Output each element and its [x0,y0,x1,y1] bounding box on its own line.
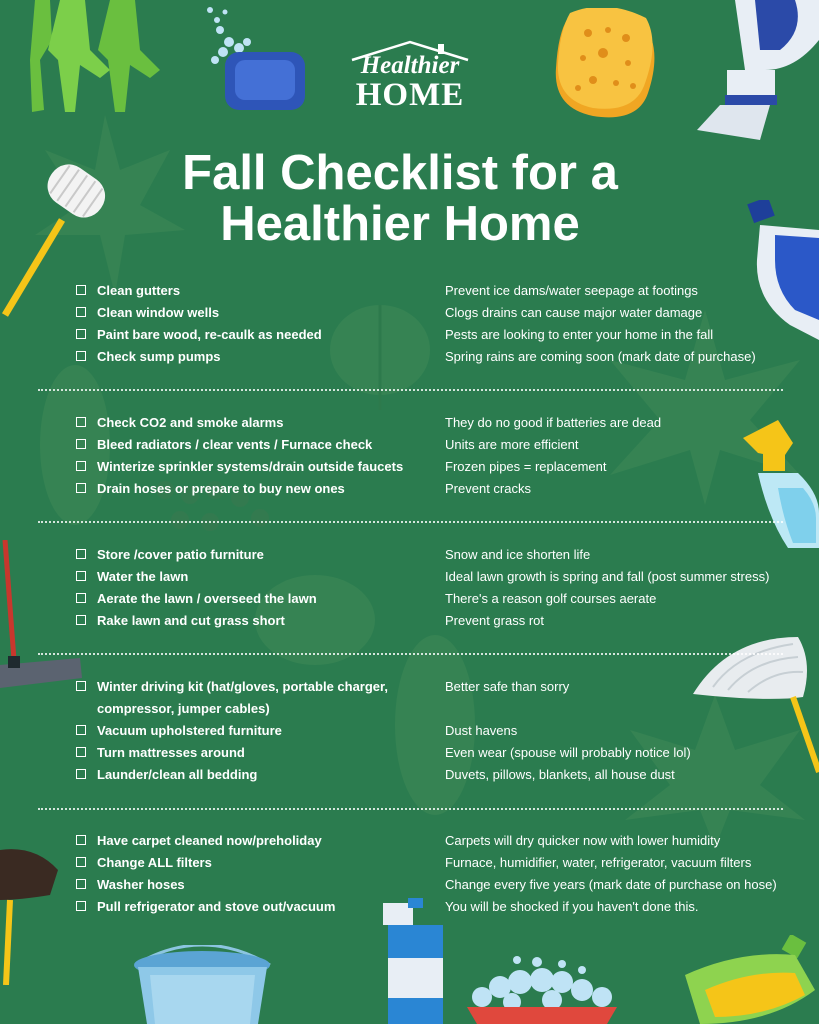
checklist-row [0,434,819,456]
checklist-row [0,830,819,852]
task-label: Water the lawn [97,569,189,584]
checkbox[interactable] [76,351,86,361]
title-line-2: Healthier Home [220,197,580,251]
checkbox[interactable] [76,439,86,449]
checkbox[interactable] [76,725,86,735]
checklist-row [0,566,819,588]
task-label-continued: compressor, jumper cables) [97,701,270,716]
checklist-row [0,742,819,764]
task-label: Rake lawn and cut grass short [97,613,285,628]
checkbox[interactable] [76,417,86,427]
task-note: Frozen pipes = replacement [445,459,607,474]
checkbox[interactable] [76,835,86,845]
task-label: Winterize sprinkler systems/drain outside faucets [97,459,404,474]
task-label: Launder/clean all bedding [97,767,258,782]
foam-bowl-icon [462,952,622,1024]
checkbox[interactable] [76,593,86,603]
task-label: Change ALL filters [97,855,212,870]
page-title [100,148,700,250]
task-note: There's a reason golf courses aerate [445,591,657,606]
checklist-row [0,720,819,742]
task-note: Units are more efficient [445,437,579,452]
task-note: Prevent grass rot [445,613,544,628]
task-note: Even wear (spouse will probably notice lol) [445,745,691,760]
task-note: Snow and ice shorten life [445,547,591,562]
checklist-row [0,412,819,434]
section-divider [38,808,783,810]
checklist-row [0,874,819,896]
task-label: Washer hoses [97,877,185,892]
task-note: Prevent cracks [445,481,531,496]
section-divider [38,521,783,523]
task-note: Prevent ice dams/water seepage at footings [445,283,698,298]
checkbox[interactable] [76,307,86,317]
task-note: Ideal lawn growth is spring and fall (post summer stress) [445,569,770,584]
title-line-1: Fall Checklist for a [182,146,618,200]
checklist-row [0,346,819,368]
task-note: Furnace, humidifier, water, refrigerator, vacuum filters [445,855,752,870]
task-note: They do no good if batteries are dead [445,415,662,430]
task-note: Better safe than sorry [445,679,570,694]
rubber-gloves-icon [30,0,165,118]
checklist-row [0,610,819,632]
task-label: Check sump pumps [97,349,221,364]
checklist-row [0,456,819,478]
checkbox[interactable] [76,549,86,559]
task-note: Clogs drains can cause major water damage [445,305,703,320]
checkbox[interactable] [76,329,86,339]
checkbox[interactable] [76,901,86,911]
task-label: Clean gutters [97,283,181,298]
brand-logo [340,40,480,113]
task-note: Pests are looking to enter your home in the fall [445,327,714,342]
task-label: Check CO2 and smoke alarms [97,415,284,430]
task-label: Pull refrigerator and stove out/vacuum [97,899,336,914]
checklist-row [0,302,819,324]
task-label: Vacuum upholstered furniture [97,723,282,738]
task-note: You will be shocked if you haven't done this. [445,899,699,914]
sponge-icon [548,8,660,123]
task-label: Paint bare wood, re-caulk as needed [97,327,322,342]
checklist-row [0,764,819,786]
task-label: Turn mattresses around [97,745,245,760]
checklist-row [0,478,819,500]
task-label: Aerate the lawn / overseed the lawn [97,591,317,606]
checkbox[interactable] [76,857,86,867]
checklist-row [0,544,819,566]
task-note: Dust havens [445,723,518,738]
task-label: Drain hoses or prepare to buy new ones [97,481,345,496]
dish-soap-icon [680,935,819,1024]
checkbox[interactable] [76,615,86,625]
checklist-row [0,676,819,720]
bucket-icon [130,945,275,1024]
checklist-row [0,280,819,302]
logo-text-bottom: HOME [355,77,465,113]
task-label: Winter driving kit (hat/gloves, portable charger, [97,679,388,694]
checkbox[interactable] [76,769,86,779]
checkbox[interactable] [76,483,86,493]
task-label: Store /cover patio furniture [97,547,264,562]
soap-bar-icon [195,2,310,114]
checkbox[interactable] [76,285,86,295]
logo-text-top: Healthier [360,52,460,79]
task-note: Carpets will dry quicker now with lower humidity [445,833,721,848]
task-label: Bleed radiators / clear vents / Furnace check [97,437,373,452]
checkbox[interactable] [76,879,86,889]
checkbox[interactable] [76,747,86,757]
checkbox[interactable] [76,461,86,471]
checklist-row [0,852,819,874]
task-note: Duvets, pillows, blankets, all house dust [445,767,675,782]
task-note: Spring rains are coming soon (mark date of purchase) [445,349,756,364]
checkbox[interactable] [76,571,86,581]
checklist-row [0,324,819,346]
checklist-row [0,588,819,610]
task-label: Clean window wells [97,305,220,320]
spray-cleaner-icon [685,0,819,150]
section-divider [38,389,783,391]
section-divider [38,653,783,655]
task-note: Change every five years (mark date of purchase on hose) [445,877,777,892]
task-label: Have carpet cleaned now/preholiday [97,833,322,848]
checklist-row [0,896,819,918]
checkbox[interactable] [76,681,86,691]
